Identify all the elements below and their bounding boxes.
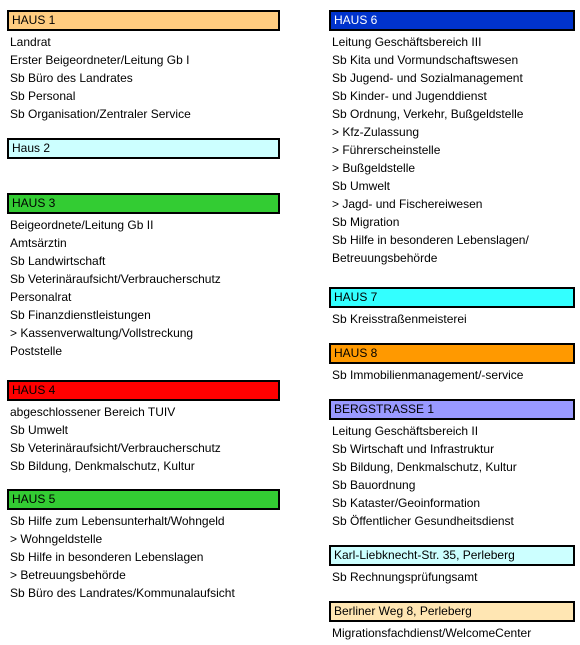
building-block xyxy=(7,193,280,358)
building-header: Karl-Liebknecht-Str. 35, Perleberg xyxy=(329,545,575,566)
building-block xyxy=(7,10,280,121)
department-item: > Kfz-Zulassung xyxy=(332,125,420,139)
department-item: Leitung Geschäftsbereich III xyxy=(332,35,482,49)
building-header: BERGSTRASSE 1 xyxy=(329,399,575,420)
department-item: Sb Kreisstraßenmeisterei xyxy=(332,312,467,326)
department-item: Sb Wirtschaft und Infrastruktur xyxy=(332,442,495,456)
department-item: > Führerscheinstelle xyxy=(332,143,441,157)
building-block xyxy=(7,138,280,159)
department-item: Sb Umwelt xyxy=(332,179,391,193)
department-item: Sb Veterinäraufsicht/Verbraucherschutz xyxy=(10,272,221,286)
building-header: HAUS 3 xyxy=(7,193,280,214)
building-header: Haus 2 xyxy=(7,138,280,159)
department-item: Sb Organisation/Zentraler Service xyxy=(10,107,191,121)
department-item: Sb Hilfe in besonderen Lebenslagen/ xyxy=(332,233,529,247)
building-block xyxy=(329,545,575,584)
building-block xyxy=(329,287,575,326)
building-header: HAUS 1 xyxy=(7,10,280,31)
department-item: Sb Kita und Vormundschaftswesen xyxy=(332,53,519,67)
department-item: Amtsärztin xyxy=(10,236,67,250)
department-item: > Jagd- und Fischereiwesen xyxy=(332,197,483,211)
building-block xyxy=(329,10,575,265)
department-item: Sb Kataster/Geoinformation xyxy=(332,496,481,510)
building-block xyxy=(329,343,575,382)
building-header: HAUS 4 xyxy=(7,380,280,401)
department-item: > Wohngeldstelle xyxy=(10,532,103,546)
building-block xyxy=(329,399,575,528)
department-item: > Bußgeldstelle xyxy=(332,161,416,175)
department-item: Sb Büro des Landrates/Kommunalaufsicht xyxy=(10,586,235,600)
department-item: Personalrat xyxy=(10,290,72,304)
department-item: Sb Immobilienmanagement/-service xyxy=(332,368,524,382)
department-item: Sb Hilfe zum Lebensunterhalt/Wohngeld xyxy=(10,514,225,528)
department-item: Leitung Geschäftsbereich II xyxy=(332,424,479,438)
building-header: HAUS 6 xyxy=(329,10,575,31)
department-item: > Kassenverwaltung/Vollstreckung xyxy=(10,326,194,340)
department-item: Sb Ordnung, Verkehr, Bußgeldstelle xyxy=(332,107,524,121)
department-item: abgeschlossener Bereich TUIV xyxy=(10,405,176,419)
department-item: Migrationsfachdienst/WelcomeCenter xyxy=(332,626,532,640)
department-item: Sb Jugend- und Sozialmanagement xyxy=(332,71,523,85)
department-item: Poststelle xyxy=(10,344,63,358)
department-item: Sb Veterinäraufsicht/Verbraucherschutz xyxy=(10,441,221,455)
department-item: Sb Migration xyxy=(332,215,400,229)
department-item: Sb Personal xyxy=(10,89,76,103)
building-header: HAUS 8 xyxy=(329,343,575,364)
department-item: Sb Hilfe in besonderen Lebenslagen xyxy=(10,550,204,564)
building-block xyxy=(329,601,575,640)
department-item: Beigeordnete/Leitung Gb II xyxy=(10,218,154,232)
department-item: Sb Bildung, Denkmalschutz, Kultur xyxy=(10,459,195,473)
department-item: Landrat xyxy=(10,35,51,49)
department-item: Sb Bildung, Denkmalschutz, Kultur xyxy=(332,460,517,474)
building-header: HAUS 5 xyxy=(7,489,280,510)
department-item: Sb Öffentlicher Gesundheitsdienst xyxy=(332,514,514,528)
department-item: Sb Finanzdienstleistungen xyxy=(10,308,151,322)
department-item: > Betreuungsbehörde xyxy=(10,568,126,582)
building-block xyxy=(7,489,280,600)
department-item: Sb Umwelt xyxy=(10,423,69,437)
department-item: Sb Büro des Landrates xyxy=(10,71,133,85)
building-header: Berliner Weg 8, Perleberg xyxy=(329,601,575,622)
building-header: HAUS 7 xyxy=(329,287,575,308)
department-item: Sb Bauordnung xyxy=(332,478,416,492)
department-item: Erster Beigeordneter/Leitung Gb I xyxy=(10,53,190,67)
building-block xyxy=(7,380,280,473)
department-item: Sb Landwirtschaft xyxy=(10,254,106,268)
department-item: Sb Kinder- und Jugenddienst xyxy=(332,89,487,103)
department-item: Sb Rechnungsprüfungsamt xyxy=(332,570,478,584)
department-item: Betreuungsbehörde xyxy=(332,251,438,265)
